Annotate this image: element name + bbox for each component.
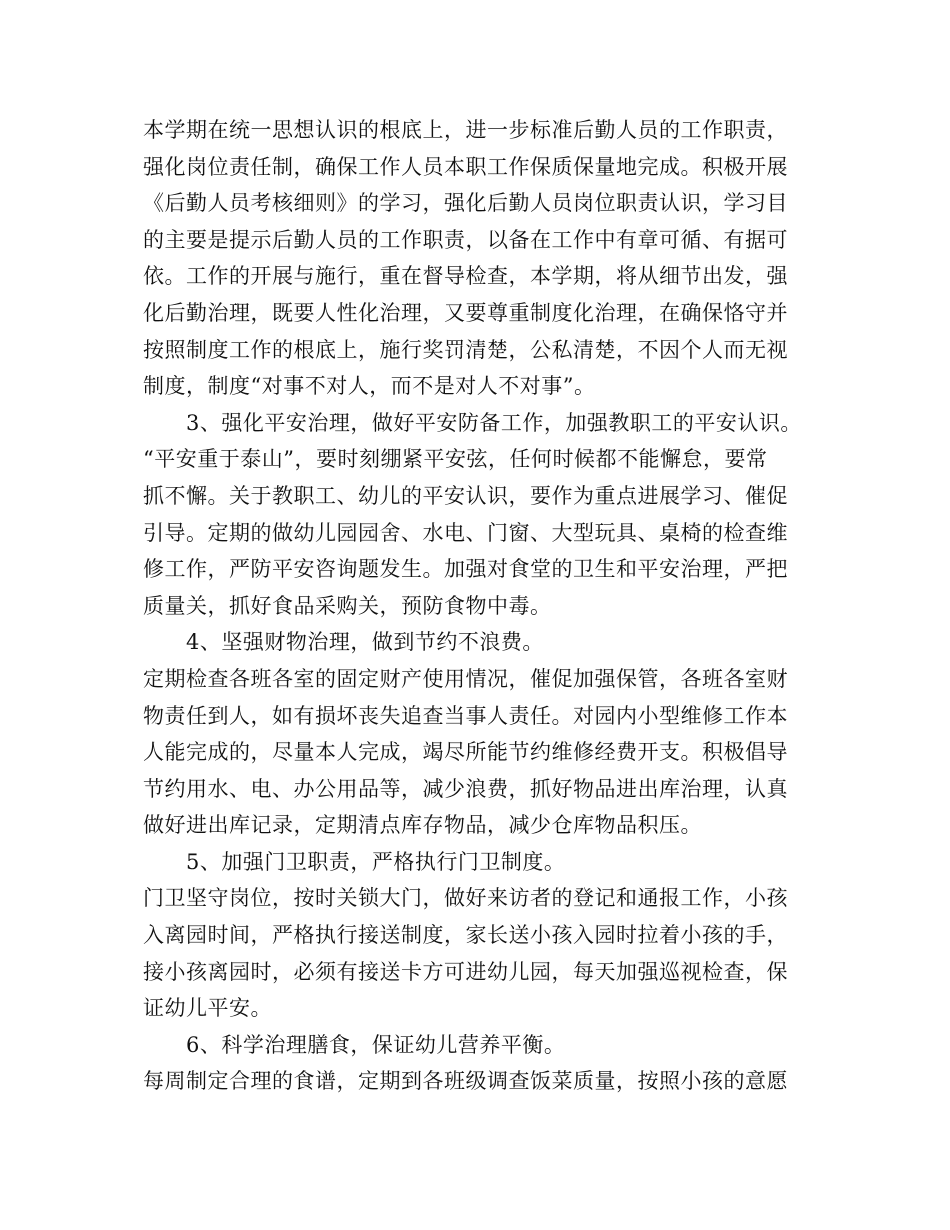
section-heading: 3、强化平安治理，做好平安防备工作，加强教职工的平安认识。 xyxy=(186,410,802,435)
section-heading: 6、科学治理膳食，保证幼儿营养平衡。 xyxy=(186,1032,566,1057)
text-line: 门卫坚守岗位，按时关锁大门，做好来访者的登记和通报工作，小孩 xyxy=(143,886,788,911)
text-line: 强化岗位责任制，确保工作人员本职工作保质保量地完成。积极开展 xyxy=(143,154,788,179)
text-line: 每周制定合理的食谱，定期到各班级调查饭菜质量，按照小孩的意愿 xyxy=(143,1069,788,1094)
section-heading: 4、坚强财物治理，做到节约不浪费。 xyxy=(186,630,544,655)
section-heading: 5、加强门卫职责，严格执行门卫制度。 xyxy=(186,849,566,874)
text-line: 节约用水、电、办公用品等，减少浪费，抓好物品进出库治理，认真 xyxy=(143,776,788,801)
text-line: 定期检查各班各室的固定财产使用情况，催促加强保管，各班各室财 xyxy=(143,666,788,691)
text-line: 物责任到人，如有损坏丧失追查当事人责任。对园内小型维修工作本 xyxy=(143,703,788,728)
text-line: 《后勤人员考核细则》的学习，强化后勤人员岗位职责认识，学习目 xyxy=(143,191,788,216)
text-line: 人能完成的，尽量本人完成，竭尽所能节约维修经费开支。积极倡导 xyxy=(143,740,788,765)
text-line: 做好进出库记录，定期清点库存物品，减少仓库物品积压。 xyxy=(143,813,702,838)
text-line: 按照制度工作的根底上，施行奖罚清楚，公私清楚，不因个人而无视 xyxy=(143,337,788,362)
text-line: 依。工作的开展与施行，重在督导检查，本学期，将从细节出发，强 xyxy=(143,264,788,289)
document-body xyxy=(143,112,823,1100)
text-line: 化后勤治理，既要人性化治理，又要尊重制度化治理，在确保恪守并 xyxy=(143,300,788,325)
text-line: 修工作，严防平安咨询题发生。加强对食堂的卫生和平安治理，严把 xyxy=(143,557,788,582)
text-line: 制度，制度“对事不对人，而不是对人不对事”。 xyxy=(143,374,596,399)
text-line: 本学期在统一思想认识的根底上，进一步标准后勤人员的工作职责， xyxy=(143,118,788,142)
text-line: 接小孩离园时，必须有接送卡方可进幼儿园，每天加强巡视检查，保 xyxy=(143,959,788,984)
text-line: 质量关，抓好食品采购关，预防食物中毒。 xyxy=(143,593,552,618)
text-line: 抓不懈。关于教职工、幼儿的平安认识，要作为重点进展学习、催促 xyxy=(143,483,788,508)
text-line: 证幼儿平安。 xyxy=(143,996,272,1021)
text-line: “平安重于泰山”，要时刻绷紧平安弦，任何时候都不能懈怠，要常 xyxy=(143,447,768,472)
text-line: 的主要是提示后勤人员的工作职责，以备在工作中有章可循、有据可 xyxy=(143,227,788,252)
text-line: 入离园时间，严格执行接送制度，家长送小孩入园时拉着小孩的手， xyxy=(143,923,788,948)
text-line: 引导。定期的做幼儿园园舍、水电、门窗、大型玩具、桌椅的检查维 xyxy=(143,520,788,545)
